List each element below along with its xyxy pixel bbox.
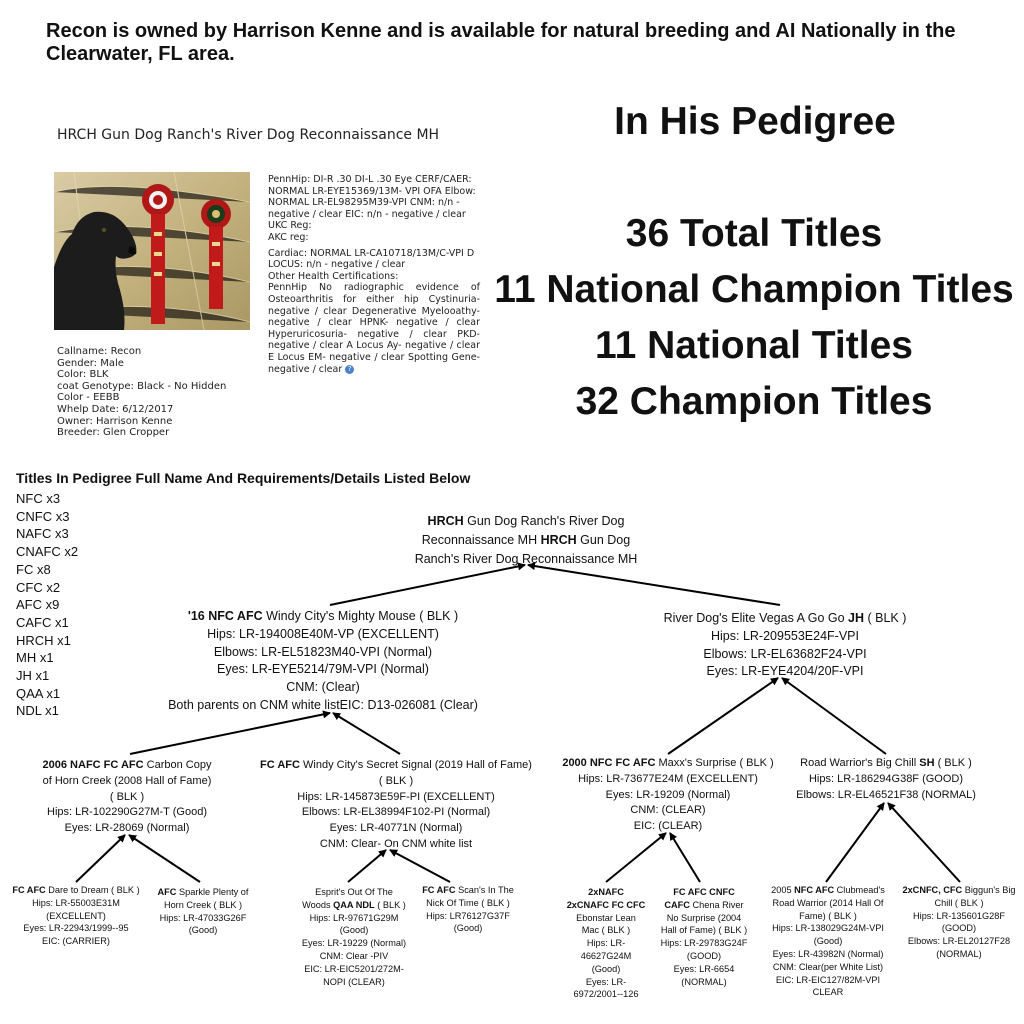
pedigree-line: Esprit's Out Of The bbox=[315, 887, 393, 897]
stat-national-titles: 11 National Titles bbox=[595, 324, 913, 367]
pedigree-line: Eyes: LR-EYE5214/79M-VPI (Normal) bbox=[217, 662, 429, 677]
pedigree-line: 2000 NFC FC AFC Maxx's Surprise ( BLK ) bbox=[562, 757, 774, 769]
pedigree-line: Eyes: LR- bbox=[585, 976, 627, 987]
pedigree-line: CNM: Clear- On CNM white list bbox=[319, 837, 473, 850]
pedigree-line: Hips: LR-47033G26F bbox=[159, 912, 247, 923]
arrow-sire-to-root bbox=[330, 565, 525, 605]
dog-registered-name: HRCH Gun Dog Ranch's River Dog Reconnaissance MH bbox=[57, 127, 440, 143]
pedigree-line: Road Warrior (2014 Hall Of bbox=[772, 897, 884, 908]
stat-champion-titles: 32 Champion Titles bbox=[575, 380, 933, 423]
arrow-ddd-to-dd bbox=[888, 803, 960, 882]
pedigree-line: CNM: (Clear) bbox=[286, 680, 360, 695]
pedigree-line: ( BLK ) bbox=[109, 790, 145, 803]
pedigree-line: (NORMAL) bbox=[681, 976, 727, 987]
pedigree-line: Hips: LR-135601G28F bbox=[913, 910, 1005, 921]
pedigree-line: 2xNAFC bbox=[588, 887, 624, 897]
stat-national-champion-titles: 11 National Champion Titles bbox=[494, 268, 1014, 311]
pedigree-line: FC AFC Scan's In The bbox=[422, 885, 514, 895]
pedigree-sire bbox=[168, 608, 478, 715]
pedigree-line: Eyes: LR-43982N (Normal) bbox=[772, 948, 884, 959]
pedigree-line: Fame) ( BLK ) bbox=[799, 910, 857, 921]
pedigree-line: FC AFC Windy City's Secret Signal (2019 Hall of Fame) bbox=[260, 759, 532, 771]
pedigree-line: Hips: LR-29783G24F bbox=[660, 938, 748, 949]
headline: Recon is owned by Harrison Kenne and is available for natural breeding and AI Nationally in the Clearwater, FL area. bbox=[46, 20, 956, 65]
arrow-sds-to-sd bbox=[348, 850, 386, 882]
pedigree-line: Elbows: LR-EL63682F24-VPI bbox=[703, 646, 867, 661]
pedigree-line: Eyes: LR-28069 (Normal) bbox=[64, 822, 190, 835]
color-field: Color: BLK bbox=[57, 369, 109, 381]
other-certifications-text: PennHip No radiographic evidence of Osteoarthritis for either hip Cystinuria-negative / clear Degenerative Myelooathy- negative / clear HPNK- negative / clear Hyperuricosuria- negative / clear PKD- negative / clear A Locus Ay- negative / clear E Locus EM- negative / clear Spotting Gene- negative / clear ? bbox=[268, 282, 480, 375]
pedigree-line: Elbows: LR-EL46521F38 (NORMAL) bbox=[796, 788, 976, 801]
title-count-item: NFC x3 bbox=[16, 491, 61, 506]
pedigree-heading: In His Pedigree bbox=[614, 100, 896, 143]
pedigree-line: CAFC Chena River bbox=[664, 899, 744, 910]
pedigree-line: AFC Sparkle Plenty of bbox=[157, 887, 249, 897]
pedigree-line: Ranch's River Dog Reconnaissance MH bbox=[414, 552, 638, 566]
pedigree-line: 46627G24M bbox=[580, 950, 632, 961]
arrow-dss-to-ds bbox=[606, 833, 666, 882]
pedigree-line: 2005 NFC AFC Clubmead's bbox=[771, 885, 885, 895]
pedigree-ggp-4 bbox=[422, 884, 514, 935]
coat-genotype-field: coat Genotype: Black - No Hidden bbox=[57, 380, 227, 392]
pedigree-line: Nick Of Time ( BLK ) bbox=[426, 897, 510, 908]
coat-genotype-field-cont: Color - EEBB bbox=[57, 392, 120, 404]
stat-total-titles: 36 Total Titles bbox=[625, 212, 883, 255]
arrow-dds-to-dd bbox=[826, 803, 884, 882]
title-count-item: NAFC x3 bbox=[16, 526, 69, 542]
title-count-item: MH x1 bbox=[16, 650, 54, 666]
pedigree-line: FC AFC CNFC bbox=[673, 887, 735, 897]
pedigree-line: EIC: (CARRIER) bbox=[42, 936, 110, 947]
arrow-sd-to-sire bbox=[333, 713, 400, 754]
breeder-field: Breeder: Glen Cropper bbox=[57, 427, 170, 439]
pedigree-line: FC AFC Dare to Dream ( BLK ) bbox=[12, 885, 140, 895]
arrow-dam-to-root bbox=[528, 565, 780, 605]
health-clearances: PennHip: DI-R .30 DI-L .30 Eye CERF/CAER: NORMAL LR-EYE15369/13M- VPI OFA Elbow: NORMAL LR-EL98295M39-VPI CNM: n/n - negative / clear EIC: n/n - negative / clear bbox=[268, 174, 476, 220]
pedigree-line: Hips: LR-55003E31M bbox=[32, 897, 120, 908]
pedigree-dam bbox=[664, 610, 907, 681]
pedigree-line: Reconnaissance MH HRCH Gun Dog bbox=[421, 533, 631, 547]
gender-field: Gender: Male bbox=[57, 357, 124, 369]
pedigree-ggp-5 bbox=[567, 886, 646, 1001]
cardiac-field: Cardiac: NORMAL LR-CA10718/13M/C-VPI D LOCUS: n/n - negative / clear bbox=[268, 247, 475, 271]
pedigree-line: CNM: (CLEAR) bbox=[630, 804, 706, 817]
pedigree-line: (Good) bbox=[188, 925, 218, 936]
title-count-item: JH x1 bbox=[16, 668, 50, 684]
pedigree-line: Road Warrior's Big Chill SH ( BLK ) bbox=[800, 757, 972, 769]
pedigree-line: HRCH Gun Dog Ranch's River Dog bbox=[427, 514, 625, 528]
pedigree-line: Hips: LR-145873E59F-PI (EXCELLENT) bbox=[297, 790, 495, 803]
pedigree-line: '16 NFC AFC Windy City's Mighty Mouse ( BLK ) bbox=[187, 609, 459, 623]
pedigree-ggp-3 bbox=[302, 886, 406, 988]
arrow-ss-to-sire bbox=[130, 713, 330, 754]
pedigree-line: CNM: Clear -PIV bbox=[319, 950, 389, 961]
pedigree-line: Hips: LR-102290G27M-T (Good) bbox=[47, 806, 207, 819]
arrow-ds-to-dam bbox=[668, 678, 778, 754]
pedigree-line: Mac ( BLK ) bbox=[581, 925, 631, 936]
owner-field: Owner: Harrison Kenne bbox=[57, 415, 173, 427]
pedigree-ggp-1 bbox=[12, 884, 139, 948]
pedigree-line: ( BLK ) bbox=[378, 774, 414, 787]
pedigree-line: Woods QAA NDL ( BLK ) bbox=[302, 899, 406, 910]
pedigree-line: Eyes: LR-19229 (Normal) bbox=[301, 938, 407, 949]
pedigree-line: Eyes: LR-22943/1999--95 bbox=[23, 923, 129, 934]
pedigree-line: Elbows: LR-EL38994F102-PI (Normal) bbox=[301, 806, 491, 819]
title-count-item: AFC x9 bbox=[16, 597, 60, 613]
pedigree-line: EIC: LR-EIC5201/272M- bbox=[304, 963, 404, 974]
pedigree-line: Elbows: LR-EL51823M40-VPI (Normal) bbox=[213, 644, 433, 659]
pedigree-line: (GOOD) bbox=[686, 950, 722, 961]
pedigree-line: Eyes: LR-EYE4204/20F-VPI bbox=[706, 664, 864, 679]
arrow-ssd-to-ss bbox=[129, 835, 200, 882]
title-count-item: CNAFC x2 bbox=[16, 544, 79, 560]
pedigree-line: Ebonstar Lean bbox=[576, 912, 636, 923]
pedigree-line: Hips: LR76127G37F bbox=[426, 910, 510, 921]
pedigree-line: Horn Creek ( BLK ) bbox=[163, 899, 243, 910]
pedigree-line: 6972/2001--126 bbox=[573, 989, 639, 1000]
pedigree-line: Hips: LR-209553E24F-VPI bbox=[710, 628, 859, 643]
pedigree-line: Eyes: LR-40771N (Normal) bbox=[329, 822, 463, 835]
title-count-item: NDL x1 bbox=[16, 703, 59, 719]
pedigree-sire-dam bbox=[260, 758, 532, 853]
pedigree-line: Hips: LR-186294G38F (GOOD) bbox=[808, 772, 964, 785]
arrow-sdd-to-sd bbox=[390, 850, 450, 882]
pedigree-ggp-8 bbox=[902, 884, 1015, 961]
ukc-reg-field: UKC Reg: bbox=[268, 220, 312, 232]
other-certifications-heading: Other Health Certifications: bbox=[268, 270, 399, 282]
pedigree-line: 2xCNAFC FC CFC bbox=[566, 899, 646, 910]
pedigree-dam-sire bbox=[562, 756, 773, 835]
pedigree-line: Chill ( BLK ) bbox=[934, 897, 984, 908]
title-count-item: QAA x1 bbox=[16, 685, 61, 701]
pedigree-line: NOPI (CLEAR) bbox=[323, 976, 385, 987]
title-count-item: CAFC x1 bbox=[16, 614, 69, 630]
pedigree-line: Eyes: LR-6654 bbox=[673, 963, 735, 974]
pedigree-ggp-6 bbox=[661, 886, 748, 988]
pedigree-sire-sire bbox=[43, 758, 212, 837]
pedigree-line: EIC: (CLEAR) bbox=[633, 820, 703, 833]
pedigree-line: EIC: LR-EIC127/82M-VPI bbox=[775, 974, 881, 985]
pedigree-section-title: Titles In Pedigree Full Name And Requirements/Details Listed Below bbox=[16, 470, 471, 486]
pedigree-line: Hips: LR-73677E24M (EXCELLENT) bbox=[578, 772, 758, 785]
pedigree-line: (Good) bbox=[591, 963, 621, 974]
pedigree-line: 2xCNFC, CFC Biggun's Big bbox=[902, 885, 1016, 895]
pedigree-line: Eyes: LR-19209 (Normal) bbox=[605, 788, 731, 801]
title-count-item: CNFC x3 bbox=[16, 508, 70, 524]
title-count-item: HRCH x1 bbox=[16, 632, 71, 648]
pedigree-line: Hips: LR-194008E40M-VP (EXCELLENT) bbox=[207, 626, 439, 641]
arrow-sss-to-ss bbox=[76, 835, 125, 882]
pedigree-line: Both parents on CNM white listEIC: D13-026081 (Clear) bbox=[168, 697, 478, 712]
pedigree-ggp-7 bbox=[771, 884, 885, 999]
pedigree-line: (NORMAL) bbox=[936, 948, 982, 959]
pedigree-line: 2006 NAFC FC AFC Carbon Copy bbox=[42, 759, 212, 771]
pedigree-line: (EXCELLENT) bbox=[46, 910, 106, 921]
pedigree-line: Hips: LR-138029G24M-VPI bbox=[772, 923, 884, 934]
title-count-item: CFC x2 bbox=[16, 579, 61, 595]
pedigree-line: CLEAR bbox=[812, 987, 844, 998]
akc-reg-field: AKC reg: bbox=[268, 231, 309, 243]
pedigree-line: (Good) bbox=[453, 923, 483, 934]
pedigree-line: (Good) bbox=[339, 925, 369, 936]
pedigree-line: Hall of Fame) ( BLK ) bbox=[660, 925, 748, 936]
pedigree-line: Hips: LR- bbox=[586, 938, 626, 949]
pedigree-line: CNM: Clear(per White List) bbox=[772, 961, 884, 972]
pedigree-line: Elbows: LR-EL20127F28 bbox=[907, 936, 1011, 947]
callname-field: Callname: Recon bbox=[57, 346, 142, 357]
title-count-item: FC x8 bbox=[16, 561, 51, 577]
pedigree-root-dog bbox=[415, 512, 638, 569]
pedigree-ggp-2 bbox=[158, 886, 249, 937]
info-icon[interactable]: ? bbox=[345, 365, 354, 374]
pedigree-line: No Surprise (2004 bbox=[666, 912, 742, 923]
pedigree-line: (GOOD) bbox=[941, 923, 977, 934]
pedigree-dam-dam bbox=[796, 756, 976, 803]
arrow-dsd-to-ds bbox=[670, 833, 700, 882]
pedigree-line: Hips: LR-97671G29M bbox=[309, 912, 399, 923]
arrow-dd-to-dam bbox=[782, 678, 886, 754]
pedigree-line: of Horn Creek (2008 Hall of Fame) bbox=[42, 774, 212, 787]
pedigree-line: (Good) bbox=[813, 936, 843, 947]
whelp-date-field: Whelp Date: 6/12/2017 bbox=[57, 403, 174, 415]
pedigree-line: River Dog's Elite Vegas A Go Go JH ( BLK ) bbox=[663, 611, 907, 625]
